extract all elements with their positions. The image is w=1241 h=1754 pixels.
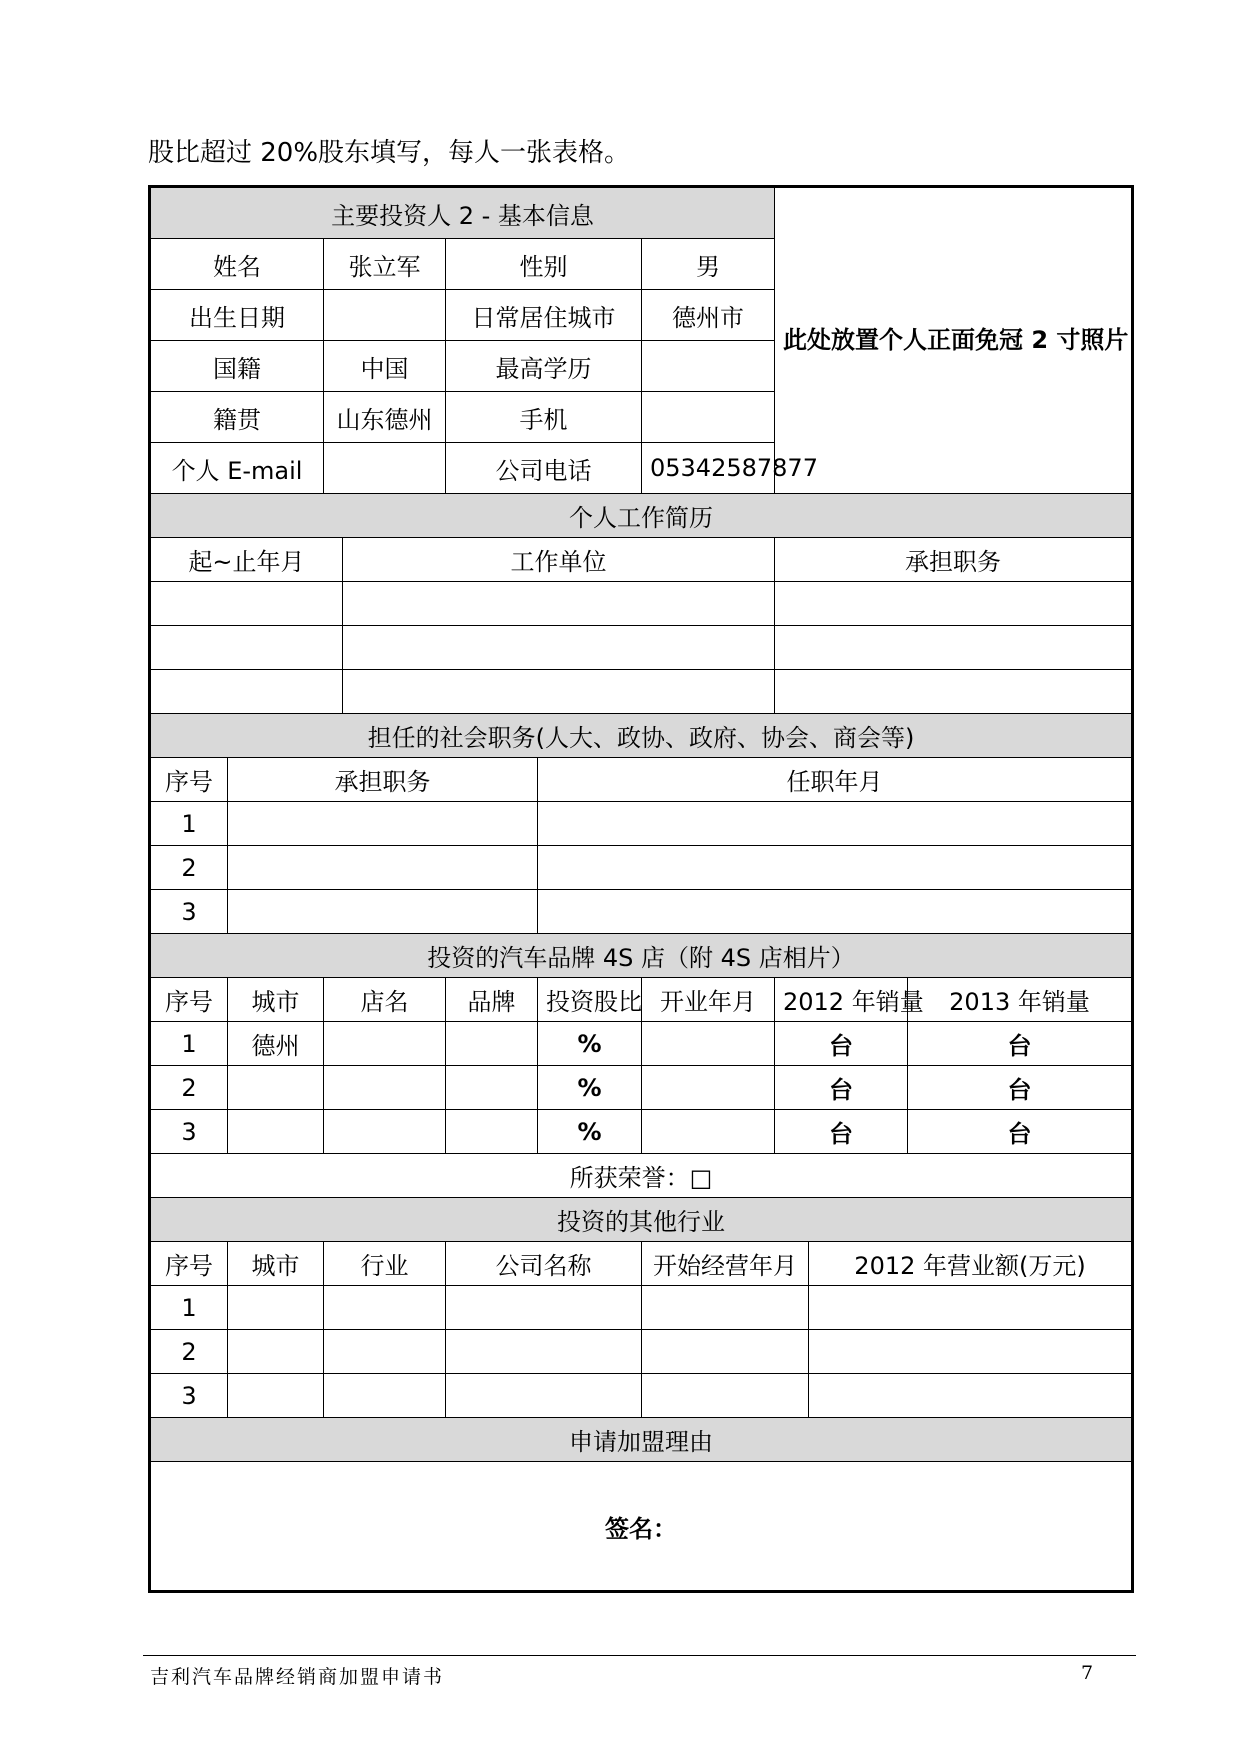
store-open-date-cell[interactable] [642, 1066, 775, 1110]
store-name-cell[interactable] [324, 1022, 446, 1066]
other-industry-cell[interactable] [324, 1286, 446, 1330]
other-industry-cell[interactable] [324, 1330, 446, 1374]
other-header-revenue: 2012 年营业额(万元) [809, 1242, 1133, 1286]
social-term-cell[interactable] [538, 846, 1133, 890]
social-header-no: 序号 [150, 758, 228, 802]
label-name: 姓名 [150, 239, 324, 290]
value-education[interactable] [642, 341, 775, 392]
intro-text: 股比超过 20%股东填写，每人一张表格。 [148, 138, 631, 168]
value-mobile[interactable] [642, 392, 775, 443]
stores-header-share: 投资股比 [538, 978, 642, 1022]
social-term-cell[interactable] [538, 802, 1133, 846]
label-gender: 性别 [446, 239, 642, 290]
other-header-no: 序号 [150, 1242, 228, 1286]
table-row [150, 1330, 1133, 1374]
store-name-cell[interactable] [324, 1110, 446, 1154]
stores-header-no: 序号 [150, 978, 228, 1022]
other-row-no: 2 [150, 1330, 228, 1374]
value-nationality[interactable]: 中国 [324, 341, 446, 392]
work-header-period: 起~止年月 [150, 538, 343, 582]
store-share-cell[interactable]: % [538, 1066, 642, 1110]
other-header-industry: 行业 [324, 1242, 446, 1286]
store-share-cell[interactable]: % [538, 1110, 642, 1154]
social-positions-title: 担任的社会职务(人大、政协、政府、协会、商会等) [150, 714, 1133, 758]
other-city-cell[interactable] [228, 1374, 324, 1418]
other-header-city: 城市 [228, 1242, 324, 1286]
social-row-no: 1 [150, 802, 228, 846]
investor-form [148, 185, 1134, 1593]
basic-info-title: 主要投资人 2 - 基本信息 [150, 187, 775, 239]
social-header-term: 任职年月 [538, 758, 1133, 802]
table-row [150, 1286, 1133, 1330]
other-header-start-date: 开始经营年月 [642, 1242, 809, 1286]
store-city-cell[interactable] [228, 1110, 324, 1154]
table-row [150, 802, 1133, 846]
store-sales-2012-cell[interactable]: 台 [775, 1110, 908, 1154]
label-nationality: 国籍 [150, 341, 324, 392]
store-row-no: 3 [150, 1110, 228, 1154]
label-email: 个人 E-mail [150, 443, 324, 494]
work-history-title: 个人工作简历 [150, 494, 1133, 538]
other-row-no: 3 [150, 1374, 228, 1418]
other-start-date-cell[interactable] [642, 1374, 809, 1418]
other-city-cell[interactable] [228, 1286, 324, 1330]
social-row-no: 2 [150, 846, 228, 890]
stores-title: 投资的汽车品牌 4S 店（附 4S 店相片） [150, 934, 1133, 978]
social-position-cell[interactable] [228, 802, 538, 846]
work-position-cell[interactable] [775, 670, 1133, 714]
signature-label: 签名： [605, 1514, 678, 1543]
work-employer-cell[interactable] [343, 582, 775, 626]
value-residence-city[interactable]: 德州市 [642, 290, 775, 341]
table-row [150, 890, 1133, 934]
other-company-cell[interactable] [446, 1374, 642, 1418]
table-row [150, 1022, 1133, 1066]
other-revenue-cell[interactable] [809, 1374, 1133, 1418]
stores-header-sales-2013: 2013 年销量 [908, 978, 1133, 1022]
store-sales-2013-cell[interactable]: 台 [908, 1066, 1133, 1110]
store-brand-cell[interactable] [446, 1022, 538, 1066]
store-brand-cell[interactable] [446, 1066, 538, 1110]
other-row-no: 1 [150, 1286, 228, 1330]
table-row [150, 1066, 1133, 1110]
stores-header-city: 城市 [228, 978, 324, 1022]
work-period-cell[interactable] [150, 670, 343, 714]
store-sales-2012-cell[interactable]: 台 [775, 1022, 908, 1066]
table-row [150, 1110, 1133, 1154]
value-birthdate[interactable] [324, 290, 446, 341]
stores-header-store-name: 店名 [324, 978, 446, 1022]
other-city-cell[interactable] [228, 1330, 324, 1374]
store-sales-2013-cell[interactable]: 台 [908, 1110, 1133, 1154]
other-industries-title: 投资的其他行业 [150, 1198, 1133, 1242]
store-open-date-cell[interactable] [642, 1022, 775, 1066]
store-city-cell[interactable]: 德州 [228, 1022, 324, 1066]
other-company-cell[interactable] [446, 1330, 642, 1374]
other-start-date-cell[interactable] [642, 1286, 809, 1330]
work-row [150, 626, 1133, 670]
footer-divider [143, 1655, 1136, 1656]
label-education: 最高学历 [446, 341, 642, 392]
work-employer-cell[interactable] [343, 670, 775, 714]
store-row-no: 1 [150, 1022, 228, 1066]
value-email[interactable] [324, 443, 446, 494]
work-row [150, 670, 1133, 714]
stores-header-open-date: 开业年月 [642, 978, 775, 1022]
photo-placeholder[interactable]: 此处放置个人正面免冠 2 寸照片 [775, 187, 1133, 494]
table-row [150, 1374, 1133, 1418]
store-open-date-cell[interactable] [642, 1110, 775, 1154]
other-industry-cell[interactable] [324, 1374, 446, 1418]
stores-header-sales-2012: 2012 年销量 [775, 978, 908, 1022]
footer-doc-title: 吉利汽车品牌经销商加盟申请书 [150, 1666, 445, 1688]
value-gender[interactable]: 男 [642, 239, 775, 290]
work-position-cell[interactable] [775, 582, 1133, 626]
store-city-cell[interactable] [228, 1066, 324, 1110]
store-name-cell[interactable] [324, 1066, 446, 1110]
label-mobile: 手机 [446, 392, 642, 443]
social-term-cell[interactable] [538, 890, 1133, 934]
social-position-cell[interactable] [228, 846, 538, 890]
work-header-position: 承担职务 [775, 538, 1133, 582]
table-row [150, 846, 1133, 890]
work-header-employer: 工作单位 [343, 538, 775, 582]
stores-header-brand: 品牌 [446, 978, 538, 1022]
social-header-position: 承担职务 [228, 758, 538, 802]
footer-page-number: 7 [1081, 1662, 1094, 1684]
other-header-company: 公司名称 [446, 1242, 642, 1286]
label-residence-city: 日常居住城市 [446, 290, 642, 341]
social-row-no: 3 [150, 890, 228, 934]
application-reason-field[interactable] [150, 1462, 1133, 1592]
work-employer-cell[interactable] [343, 626, 775, 670]
value-company-phone[interactable]: 05342587877 [642, 443, 775, 494]
label-birthdate: 出生日期 [150, 290, 324, 341]
label-company-phone: 公司电话 [446, 443, 642, 494]
work-position-cell[interactable] [775, 626, 1133, 670]
work-period-cell[interactable] [150, 582, 343, 626]
store-brand-cell[interactable] [446, 1110, 538, 1154]
store-row-no: 2 [150, 1066, 228, 1110]
value-name[interactable]: 张立军 [324, 239, 446, 290]
other-company-cell[interactable] [446, 1286, 642, 1330]
store-sales-2013-cell[interactable]: 台 [908, 1022, 1133, 1066]
work-period-cell[interactable] [150, 626, 343, 670]
application-reason-title: 申请加盟理由 [150, 1418, 1133, 1462]
work-row [150, 582, 1133, 626]
other-start-date-cell[interactable] [642, 1330, 809, 1374]
honors-field[interactable]: 所获荣誉：□ [150, 1154, 1133, 1198]
other-revenue-cell[interactable] [809, 1330, 1133, 1374]
value-native-place[interactable]: 山东德州 [324, 392, 446, 443]
store-sales-2012-cell[interactable]: 台 [775, 1066, 908, 1110]
label-native-place: 籍贯 [150, 392, 324, 443]
other-revenue-cell[interactable] [809, 1286, 1133, 1330]
social-position-cell[interactable] [228, 890, 538, 934]
store-share-cell[interactable]: % [538, 1022, 642, 1066]
